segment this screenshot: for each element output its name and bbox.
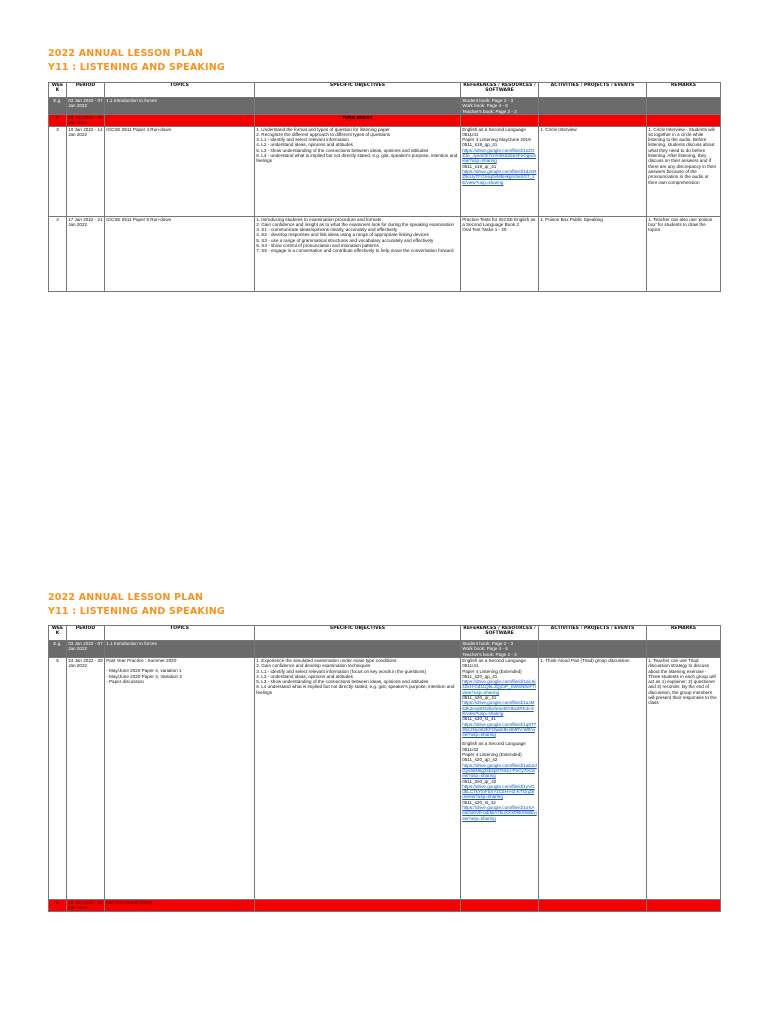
ref-line: Work book: Page 4 - 6 (462, 103, 508, 109)
table-row (49, 658, 721, 900)
resource-link[interactable]: https://drive.google.com/file/d/1uJM63k2mq0R6dbvfeSe5tY8wZRK3t-9K/view?usp=sharing (462, 700, 535, 716)
col-topics: TOPICS (105, 626, 255, 641)
cell-line: 7. S5 - engage in a conversation and contribute effectively to help move the conversation forward (256, 248, 454, 254)
objectives-cell (255, 658, 461, 900)
period-cell: 03 Jan 2022 - 07 Jan 2022 (67, 98, 105, 115)
cell-line: 1. Poison Box Public Speaking (540, 216, 603, 222)
week-cell: 2 (49, 115, 67, 127)
col-objectives: SPECIFIC OBJECTIVES (255, 83, 461, 98)
topic-cell (105, 126, 255, 216)
example-row (49, 641, 721, 658)
ref-line: Student book: Page 2 - 3 (462, 98, 514, 103)
references-cell (461, 641, 539, 658)
activities-cell (539, 126, 647, 216)
cell-line: - May/June 2020 Paper 4, Variation 2 (106, 673, 182, 679)
objectives-cell (255, 216, 461, 291)
col-period: PERIOD (67, 626, 105, 641)
lesson-plan-table (48, 82, 721, 292)
references-cell (461, 216, 539, 291)
resource-text: English as a Second Language 0511/41 (462, 658, 526, 669)
week-cell: 3 (49, 126, 67, 216)
resource-link[interactable]: https://drive.google.com/file/d/1sZGZJe_Jyem0hTc0X0fk5Z6b4FeOgiv/view?usp=sharing (462, 147, 537, 164)
resource-text: Paper 4 Listening (Extended) (462, 752, 522, 758)
plan-title: 2022 ANNUAL LESSON PLAN (48, 48, 204, 59)
resource-text: Practice Tests for IGCSE English as a Second Language Book 2 (462, 216, 536, 227)
cell-line: 2. Recognize the different approach to different types of questions (256, 131, 391, 137)
resource-link[interactable]: https://drive.google.com/file/d/1yVGdbLC7kYtnFbSYzC5H-H2-KTGrjZ8u/view?usp=sharing (462, 783, 535, 800)
activities-cell (539, 216, 647, 291)
activities-cell (539, 641, 647, 658)
cell-line: 5. L3 - show understanding of the connections between ideas, opinions and attitudes (256, 147, 429, 153)
remarks-cell (647, 216, 721, 291)
resource-text: 0511_s20_st_42 (462, 799, 496, 805)
term-break-label: TERM BREAK (255, 115, 461, 127)
cell-line: 1. Circle Interview (540, 126, 577, 132)
resource-text: 0511_s19_qp_41 (462, 142, 498, 148)
cell-line: 4. S2 - develop responses and link ideas using a range of appropriate linking devices (256, 232, 429, 238)
remarks-cell (647, 126, 721, 216)
header-row (49, 83, 721, 98)
topic-cell: 1.1 Introduction to forces (105, 98, 255, 115)
cell-line: 1. Circle Interview - Students will sit together in a circle while listening to the audio. Before listening, students discuss about what they need to do before listening. After listening, they discuss on their answers and if there are any discrepancy in their answers because of the pronounciation in the audio or their own comprehension (648, 126, 717, 185)
remarks-cell (647, 658, 721, 900)
table-row (49, 126, 721, 216)
resource-link[interactable]: https://drive.google.com/file/d/1q8T7S5c2NunlI2KFI3wdc8H4MRV-Wfl/view?usp=sharing (462, 721, 537, 738)
cell-line: 6. L4 understand what is implied but not directly stated, e.g. gist, speaker's purpose, intention and feelings (256, 684, 455, 695)
resource-text: English as a Second Language 0511/42 (462, 741, 526, 752)
cell-line: 6. L4 - understand what is implied but not directly stated, e.g. gist, speaker's purpose, intention and feelings (256, 153, 458, 164)
resource-text: Paper 4 Listening May/June 2019 (462, 137, 531, 143)
resource-text: Oral Test Tasks 1 - 20 (462, 227, 507, 233)
col-topics: TOPICS (105, 83, 255, 98)
resource-text: 0511_s20_qp_42 (462, 757, 498, 763)
remarks-cell (647, 641, 721, 658)
term-break-row (49, 115, 721, 127)
period-cell: 03 Jan 2022 - 07 Jan 2022 (67, 641, 105, 658)
cell-line: 3. L1 - identify and select relevant information (focus on key words in the questions) (256, 668, 426, 674)
cell-line: 1. Experience the simulated examination under exam type conditions (256, 658, 397, 663)
resource-link[interactable]: https://drive.google.com/file/d/1oiL6jzZxH-Cd11Q5LJQjCiP_SWSN6eF7/view?usp=sharing (462, 679, 537, 695)
example-row (49, 98, 721, 115)
cell-line: - May/June 2020 Paper 4, variation 1 (106, 668, 182, 674)
break-label: Mid Term Break (CNY) (105, 900, 255, 912)
lesson-plan-table (48, 625, 721, 912)
resource-link[interactable]: https://drive.google.com/file/d/1d2vRZ6cUyTFGhsq0vMbHkgm3eSG7_1E/view?usp=sharing (462, 168, 537, 185)
cell-line: 2. Gain confidence and insight as to what the examiners look for during the speaking examination (256, 221, 455, 227)
resource-text: 0511_s19_qr_41 (462, 163, 497, 169)
cell-line: 1. Teacher can also use 'poison box' for students to draw the topics (648, 216, 713, 233)
cell-line: 4. L2 - understand ideas, opinions and attitudes (256, 142, 353, 148)
references-cell (461, 98, 539, 115)
week-cell: E.g. (49, 98, 67, 115)
period-cell: 24 Jan 2022 - 28 Jan 2022 (67, 658, 105, 900)
col-references: REFERENCES / RESOURCES / SOFTWARE (461, 83, 539, 98)
activities-cell (539, 900, 647, 912)
activities-cell (539, 115, 647, 127)
ref-line: Teacher's book: Page 2 - 3 (462, 651, 517, 657)
cell-line: 2. Gain confidence and develop examination techniques (256, 663, 371, 669)
resource-text: 0511_2s0_qr_42 (462, 778, 497, 784)
objectives-cell (255, 900, 461, 912)
cell-line: 6. S4 - show control of pronunciation and intonation patterns (256, 243, 379, 249)
col-remarks: REMARKS (647, 83, 721, 98)
col-objectives: SPECIFIC OBJECTIVES (255, 626, 461, 641)
remarks-cell (647, 115, 721, 127)
period-cell: 31 Jan 2022 - 04 Feb 2022 (68, 900, 103, 911)
cell-line: Past Year Practice : Summer 2020 (106, 658, 177, 663)
resource-link[interactable]: https://drive.google.com/file/d/1oXAeuGdeVb-oddwA7buXXX0t9m9xB/view?usp=sharing (462, 805, 537, 821)
activities-cell (539, 98, 647, 115)
col-week: WEEK (49, 626, 67, 641)
cell-line: IGCSE 0511 Paper 4 Run-down (106, 126, 172, 132)
resource-text: English as a Second Language 0511/41 (462, 126, 526, 137)
cell-line: 4. L2 - understand ideas, opinions and attitudes (256, 673, 353, 679)
cell-line: 3. S1 - communicate ideas/opinions clearly, accurately and effectively (256, 227, 398, 233)
cell-line: 5. L3 - show understanding of the connections between ideas, opinions and attitudes (256, 679, 429, 685)
ref-line: Teacher's book: Page 2 - 3 (462, 108, 517, 114)
header-row (49, 626, 721, 641)
period-cell: 10 Jan 2022 - 14 Jan 2022 (67, 126, 105, 216)
topic-cell (105, 658, 255, 900)
cell-line: IGCSE 0511 Paper 5 Run-down (106, 216, 172, 222)
week-cell: 6 (49, 900, 67, 912)
col-remarks: REMARKS (647, 626, 721, 641)
references-cell (461, 115, 539, 127)
topic-cell (105, 115, 255, 127)
resource-text: 0511_s20_st_41 (462, 716, 496, 722)
week-cell: 5 (49, 658, 67, 900)
cell-line: 5. S3 - use a range of grammatical structures and vocabulary accurately and effectively (256, 237, 434, 243)
objectives-cell (255, 98, 461, 115)
resource-text: 0511_s20_qp_41 (462, 673, 498, 679)
table-row (49, 216, 721, 291)
col-activities: ACTIVITIES / PROJECTS / EVENTS (539, 83, 647, 98)
cell-line: 1. Teacher can use Triad discussion strategy to discuss about the listening exercise - Three students in each group will act as 1) explainer; 2) questioner and 3) recorder. By the end of discussion, the group members will present their responses to the class (648, 658, 717, 706)
references-cell (461, 126, 539, 216)
resource-link[interactable]: https://drive.google.com/file/d/1wb2dGyv9dN6gz5b2p07Nl1o-PeCy7er/view?usp=sharing (462, 762, 537, 779)
col-week: WEEK (49, 83, 67, 98)
plan-subtitle: Y11 : LISTENING AND SPEAKING (48, 606, 225, 617)
topic-cell: 1.1 Introduction to forces (105, 641, 255, 658)
week-cell: 4 (49, 216, 67, 291)
cell-line: 1. Understand the format and types of question for listening paper (256, 126, 390, 132)
cell-line: 3. L1 - identify and select relevant information (256, 137, 349, 143)
activities-cell (539, 658, 647, 900)
week-cell: E.g. (49, 641, 67, 658)
objectives-cell (255, 126, 461, 216)
period-cell: 08 Jan 2022 - 09 Jan 2022 (68, 115, 103, 126)
references-cell (461, 900, 539, 912)
period-cell: 17 Jan 2022 - 21 Jan 2022 (67, 216, 105, 291)
col-activities: ACTIVITIES / PROJECTS / EVENTS (539, 626, 647, 641)
resource-text: 0511_s20_qr_41 (462, 695, 497, 701)
remarks-cell (647, 98, 721, 115)
remarks-cell (647, 900, 721, 912)
ref-line: Student book: Page 2 - 3 (462, 641, 514, 646)
cell-line: - Paper discussion (106, 678, 144, 684)
mid-term-break-row (49, 900, 721, 912)
ref-line: Work book: Page 4 - 6 (462, 646, 508, 652)
plan-title: 2022 ANNUAL LESSON PLAN (48, 592, 204, 603)
resource-text: Paper 4 Listening (Extended) (462, 668, 522, 674)
topic-cell (105, 216, 255, 291)
cell-line: 1. Introducing students to examination procedure and formats (256, 216, 382, 222)
objectives-cell (255, 641, 461, 658)
col-period: PERIOD (67, 83, 105, 98)
col-references: REFERENCES / RESOURCES / SOFTWARE (461, 626, 539, 641)
cell-line: 1. Think-Aloud Pair (Triad) group discussion (540, 658, 630, 663)
plan-subtitle: Y11 : LISTENING AND SPEAKING (48, 62, 225, 73)
references-cell (461, 658, 539, 900)
